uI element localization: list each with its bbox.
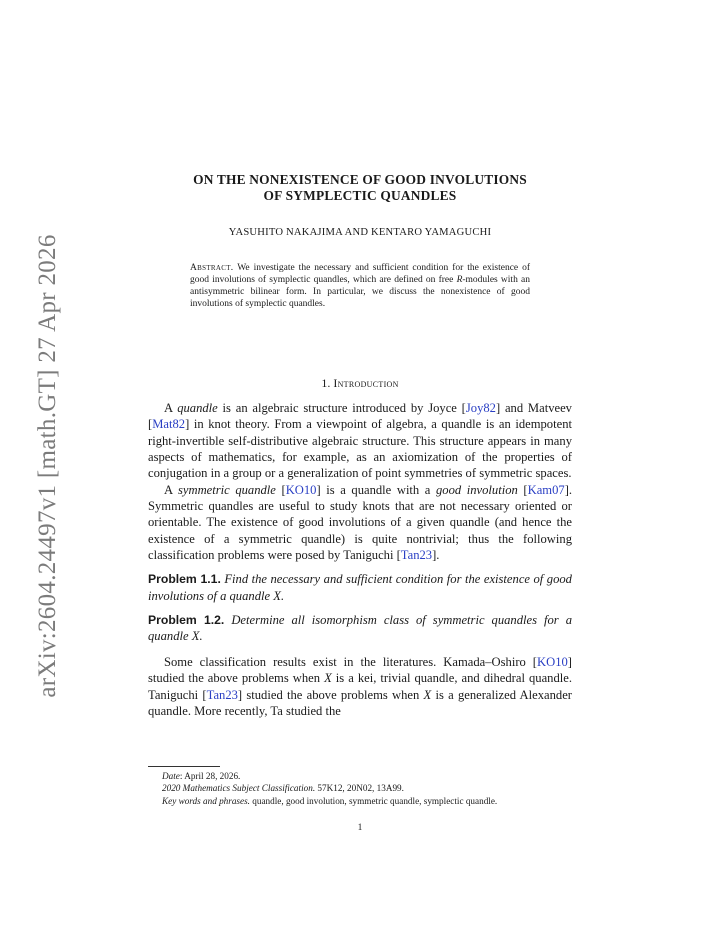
p1-text: A — [164, 401, 178, 415]
problem-statement-end: . — [280, 588, 285, 603]
math-x: X — [324, 671, 332, 686]
p3-text: is a kei, trivial quandle, and dihedral quandle. Taniguchi [ — [148, 671, 572, 702]
p3-text: is a generalized Alexander quandle. More recently, Ta studied the — [148, 687, 572, 718]
title-line-2: OF SYMPLECTIC QUANDLES — [263, 188, 457, 203]
p1-text: ] in knot theory. From a viewpoint of algebra, a quandle is an idempotent right-invertible self-distributive algebraic structure. This structure appears in many aspects of mathematics, for example, as an axiomization of the properties of conjugation in a group or a generalization of point symmetries of symmetric spaces. — [148, 417, 572, 481]
citation-link[interactable]: Mat82 — [152, 417, 186, 432]
footnote-date — [148, 770, 572, 782]
title-line-1: ON THE NONEXISTENCE OF GOOD INVOLUTIONS — [193, 172, 527, 187]
p2-term-good-involution: good involution — [435, 482, 518, 497]
section-title-text: Introduction — [333, 376, 399, 390]
problem-1-1 — [148, 571, 572, 604]
citation-link[interactable]: KO10 — [537, 654, 568, 669]
page-number: 1 — [357, 823, 363, 833]
citation-link[interactable]: Joy82 — [465, 401, 496, 415]
p2-text: [ — [275, 482, 286, 497]
section-number: 1. — [321, 376, 331, 390]
problem-statement: Determine all isomorphism class of symmetric quandles for a quandle — [148, 613, 572, 644]
keywords-value: quandle, good involution, symmetric quandle, symplectic quandle. — [249, 795, 498, 806]
p3-text: Some classification results exist in the literatures. Kamada–Oshiro [ — [164, 654, 537, 669]
arxiv-identifier-stamp: arXiv:2604.24497v1 [math.GT] 27 Apr 2026 — [34, 234, 61, 698]
keywords-label: Key words and phrases. — [162, 795, 250, 806]
abstract-math-r: R — [456, 275, 463, 286]
problem-label: Problem 1.1. — [148, 572, 221, 587]
problem-1-2 — [148, 612, 572, 645]
p2-text: A — [164, 482, 178, 497]
abstract — [190, 262, 530, 310]
citation-link[interactable]: Tan23 — [400, 548, 433, 563]
abstract-text-2: -modules with an antisymmetric bilinear form. In particular, we discuss the nonexistence of good involutions of symplectic quandles. — [190, 275, 530, 310]
paragraph-3 — [148, 654, 572, 719]
problem-label: Problem 1.2. — [148, 613, 225, 628]
p1-text: is an algebraic structure introduced by Joyce [ — [217, 401, 466, 415]
math-x: X — [273, 588, 281, 603]
math-x: X — [423, 687, 432, 702]
p2-text: ]. — [432, 548, 440, 563]
p2-term-symmetric-quandle: symmetric quandle — [177, 482, 276, 497]
footnote-keywords — [148, 795, 572, 807]
date-value: : April 28, 2026. — [179, 771, 241, 781]
citation-link[interactable]: KO10 — [285, 482, 317, 497]
abstract-text-1: We investigate the necessary and sufficient condition for the existence of good involutions of symplectic quandles, which are defined on free — [190, 263, 530, 286]
p2-text: ]. Symmetric quandles are useful to study knots that are not necessary oriented or orientable. The existence of good involutions of a given quandle (and hence the existence of a symmetric quandle) is quite nontrivial; thus the following classification problems were posed by Taniguchi [ — [148, 482, 573, 563]
footnote-msc — [148, 782, 572, 794]
problem-statement: Find the necessary and sufficient condition for the existence of good involutions of a quandle — [148, 572, 572, 603]
p3-text: ] studied the above problems when — [237, 687, 424, 702]
paragraph-1 — [148, 400, 572, 482]
p3-text: ] studied the above problems when — [148, 654, 572, 686]
p1-term-quandle: quandle — [177, 401, 218, 415]
body-text — [148, 400, 572, 719]
p2-text: ] is a quandle with a — [316, 482, 436, 497]
citation-link[interactable]: Tan23 — [206, 687, 238, 702]
footnote-divider — [148, 766, 220, 767]
problem-statement-end: . — [199, 629, 203, 644]
paper-title — [148, 172, 572, 204]
citation-link[interactable]: Kam07 — [527, 482, 565, 497]
msc-value: 57K12, 20N02, 13A99. — [315, 783, 404, 794]
paragraph-2 — [148, 482, 572, 564]
p2-text: [ — [517, 482, 528, 497]
date-label: Date — [162, 771, 180, 781]
p1-text: ] and Matveev [ — [148, 401, 572, 432]
math-x: X — [191, 629, 200, 644]
msc-label: 2020 Mathematics Subject Classification. — [162, 783, 316, 794]
author-list: YASUHITO NAKAJIMA AND KENTARO YAMAGUCHI — [228, 227, 492, 238]
section-heading — [148, 376, 572, 391]
abstract-label: Abstract. — [190, 263, 234, 273]
footnotes — [148, 770, 572, 807]
